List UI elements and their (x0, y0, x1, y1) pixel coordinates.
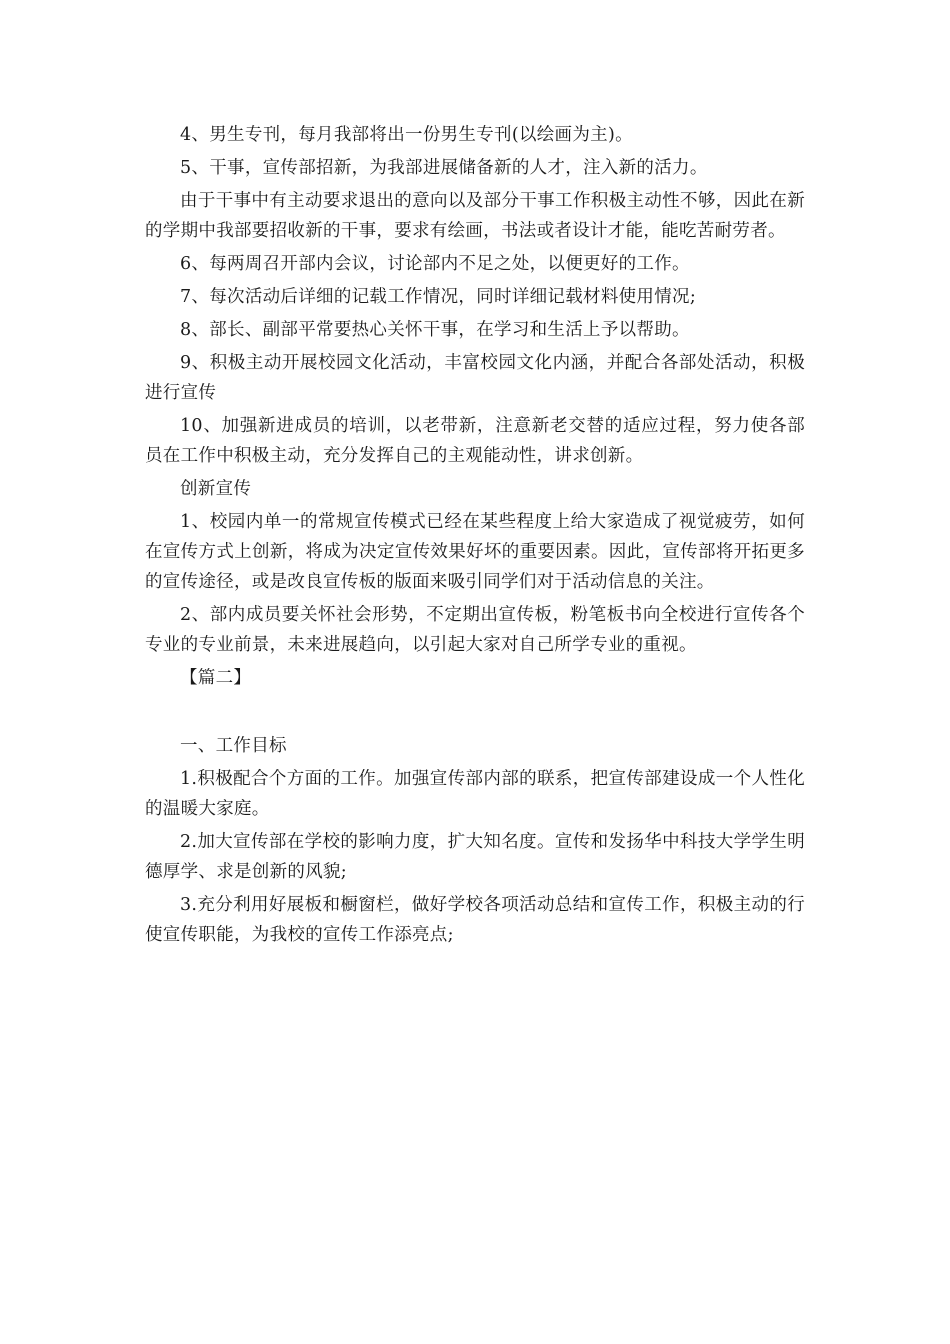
paragraph-goal-1: 1.积极配合个方面的工作。加强宣传部内部的联系，把宣传部建设成一个人性化的温暖大家庭。 (145, 769, 805, 819)
paragraph-recruitment-reason: 由于干事中有主动要求退出的意向以及部分干事工作积极主动性不够，因此在新的学期中我部要招收新的干事，要求有绘画，书法或者设计才能，能吃苦耐劳者。 (145, 191, 805, 241)
part-two-heading: 【篇二】 (180, 668, 252, 688)
section-heading-innovation: 创新宣传 (180, 479, 252, 499)
paragraph-8-care: 8、部长、副部平常要热心关怀干事，在学习和生活上予以帮助。 (180, 320, 690, 340)
document-page (145, 120, 805, 953)
section-heading-goals: 一、工作目标 (180, 736, 287, 756)
paragraph-4-male-column: 4、男生专刊，每月我部将出一份男生专刊(以绘画为主)。 (180, 125, 633, 145)
paragraph-5-recruitment: 5、干事，宣传部招新，为我部进展储备新的人才，注入新的活力。 (180, 158, 708, 178)
paragraph-innovation-2: 2、部内成员要关怀社会形势，不定期出宣传板，粉笔板书向全校进行宣传各个专业的专业前景，未来进展趋向，以引起大家对自己所学专业的重视。 (145, 605, 805, 655)
paragraph-10-training: 10、加强新进成员的培训，以老带新，注意新老交替的适应过程，努力使各部员在工作中积极主动，充分发挥自己的主观能动性，讲求创新。 (145, 416, 805, 466)
paragraph-goal-2: 2.加大宣传部在学校的影响力度，扩大知名度。宣传和发扬华中科技大学学生明德厚学、求是创新的风貌; (145, 832, 805, 882)
paragraph-innovation-1: 1、校园内单一的常规宣传模式已经在某些程度上给大家造成了视觉疲劳，如何在宣传方式上创新，将成为决定宣传效果好坏的重要因素。因此，宣传部将开拓更多的宣传途径，或是改良宣传板的版面来吸引同学们对于活动信息的关注。 (145, 512, 805, 592)
paragraph-7-records: 7、每次活动后详细的记载工作情况，同时详细记载材料使用情况; (180, 287, 697, 307)
paragraph-9-campus-culture: 9、积极主动开展校园文化活动，丰富校园文化内涵，并配合各部处活动，积极进行宣传 (145, 353, 805, 403)
paragraph-goal-3: 3.充分利用好展板和橱窗栏，做好学校各项活动总结和宣传工作，积极主动的行使宣传职能，为我校的宣传工作添亮点; (145, 895, 805, 945)
paragraph-6-meetings: 6、每两周召开部内会议，讨论部内不足之处，以便更好的工作。 (180, 254, 690, 274)
